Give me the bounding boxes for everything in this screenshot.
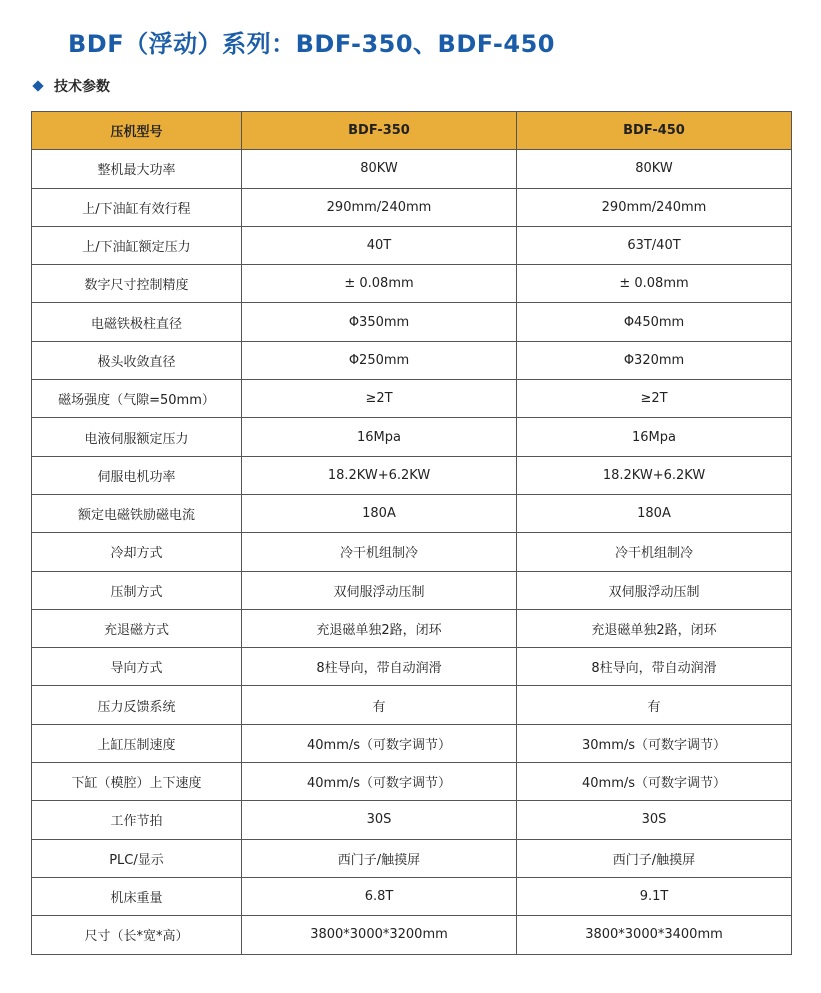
param-name: 压制方式 <box>32 571 242 609</box>
bdf-450-value: 9.1T <box>517 877 792 915</box>
bdf-450-value: 180A <box>517 494 792 532</box>
param-name: 下缸（模腔）上下速度 <box>32 763 242 801</box>
param-name: 电磁铁极柱直径 <box>32 303 242 341</box>
section-label: 技术参数 <box>54 79 110 95</box>
table-row <box>32 609 792 647</box>
param-name: 工作节拍 <box>32 801 242 839</box>
table-row <box>32 877 792 915</box>
table-row <box>32 839 792 877</box>
bdf-350-value: 40T <box>242 226 517 264</box>
bdf-450-value: 80KW <box>517 150 792 188</box>
table-row <box>32 456 792 494</box>
table-row <box>32 265 792 303</box>
param-name: 尺寸（长*宽*高） <box>32 916 242 954</box>
bdf-450-value: Φ320mm <box>517 341 792 379</box>
table-row <box>32 226 792 264</box>
param-name: 额定电磁铁励磁电流 <box>32 494 242 532</box>
table-row <box>32 801 792 839</box>
table-row <box>32 763 792 801</box>
bdf-450-value: 双伺服浮动压制 <box>517 571 792 609</box>
table-row <box>32 571 792 609</box>
param-name: 上/下油缸有效行程 <box>32 188 242 226</box>
bdf-450-value: 8柱导向，带自动润滑 <box>517 648 792 686</box>
param-name: 导向方式 <box>32 648 242 686</box>
bdf-450-value: 有 <box>517 686 792 724</box>
param-name: 上缸压制速度 <box>32 724 242 762</box>
table-row <box>32 150 792 188</box>
param-name: 冷却方式 <box>32 533 242 571</box>
bdf-450-value: 30mm/s（可数字调节） <box>517 724 792 762</box>
bdf-450-value: ± 0.08mm <box>517 265 792 303</box>
param-name: 上/下油缸额定压力 <box>32 226 242 264</box>
param-name: 充退磁方式 <box>32 609 242 647</box>
bdf-450-value: 西门子/触摸屏 <box>517 839 792 877</box>
param-name: 整机最大功率 <box>32 150 242 188</box>
table-row <box>32 916 792 954</box>
bdf-350-value: 16Mpa <box>242 418 517 456</box>
header-bdf-450: BDF-450 <box>517 112 792 150</box>
bdf-450-value: 3800*3000*3400mm <box>517 916 792 954</box>
bdf-450-value: 63T/40T <box>517 226 792 264</box>
bdf-350-value: 30S <box>242 801 517 839</box>
bdf-350-value: 有 <box>242 686 517 724</box>
param-name: 数字尺寸控制精度 <box>32 265 242 303</box>
table-header-row <box>32 112 792 150</box>
bdf-350-value: 充退磁单独2路，闭环 <box>242 609 517 647</box>
bdf-350-value: 80KW <box>242 150 517 188</box>
bdf-450-value: 充退磁单独2路，闭环 <box>517 609 792 647</box>
bdf-350-value: 冷干机组制冷 <box>242 533 517 571</box>
table-row <box>32 418 792 456</box>
param-name: 机床重量 <box>32 877 242 915</box>
bdf-350-value: 8柱导向，带自动润滑 <box>242 648 517 686</box>
bdf-350-value: Φ350mm <box>242 303 517 341</box>
bdf-350-value: 180A <box>242 494 517 532</box>
bdf-350-value: ± 0.08mm <box>242 265 517 303</box>
bdf-350-value: 3800*3000*3200mm <box>242 916 517 954</box>
bdf-350-value: 西门子/触摸屏 <box>242 839 517 877</box>
table-row <box>32 188 792 226</box>
bdf-350-value: 290mm/240mm <box>242 188 517 226</box>
bdf-450-value: ≥2T <box>517 380 792 418</box>
bdf-350-value: Φ250mm <box>242 341 517 379</box>
bdf-350-value: ≥2T <box>242 380 517 418</box>
bdf-450-value: 18.2KW+6.2KW <box>517 456 792 494</box>
bdf-350-value: 双伺服浮动压制 <box>242 571 517 609</box>
table-row <box>32 724 792 762</box>
param-name: 压力反馈系统 <box>32 686 242 724</box>
header-bdf-350: BDF-350 <box>242 112 517 150</box>
bdf-450-value: 40mm/s（可数字调节） <box>517 763 792 801</box>
bdf-450-value: 冷干机组制冷 <box>517 533 792 571</box>
bdf-350-value: 40mm/s（可数字调节） <box>242 763 517 801</box>
param-name: 伺服电机功率 <box>32 456 242 494</box>
param-name: 电液伺服额定压力 <box>32 418 242 456</box>
table-row <box>32 303 792 341</box>
table-row <box>32 686 792 724</box>
bdf-450-value: 30S <box>517 801 792 839</box>
bdf-350-value: 6.8T <box>242 877 517 915</box>
page-title: BDF（浮动）系列：BDF-350、BDF-450 <box>68 30 555 58</box>
table-row <box>32 380 792 418</box>
param-name: PLC/显示 <box>32 839 242 877</box>
bdf-450-value: 290mm/240mm <box>517 188 792 226</box>
section-heading <box>34 76 110 96</box>
table-row <box>32 533 792 571</box>
param-name: 极头收敛直径 <box>32 341 242 379</box>
spec-table <box>31 111 792 955</box>
bdf-350-value: 40mm/s（可数字调节） <box>242 724 517 762</box>
header-model: 压机型号 <box>32 112 242 150</box>
param-name: 磁场强度（气隙=50mm） <box>32 380 242 418</box>
bdf-450-value: 16Mpa <box>517 418 792 456</box>
diamond-icon <box>32 80 43 91</box>
table-row <box>32 341 792 379</box>
table-row <box>32 494 792 532</box>
bdf-350-value: 18.2KW+6.2KW <box>242 456 517 494</box>
table-row <box>32 648 792 686</box>
bdf-450-value: Φ450mm <box>517 303 792 341</box>
